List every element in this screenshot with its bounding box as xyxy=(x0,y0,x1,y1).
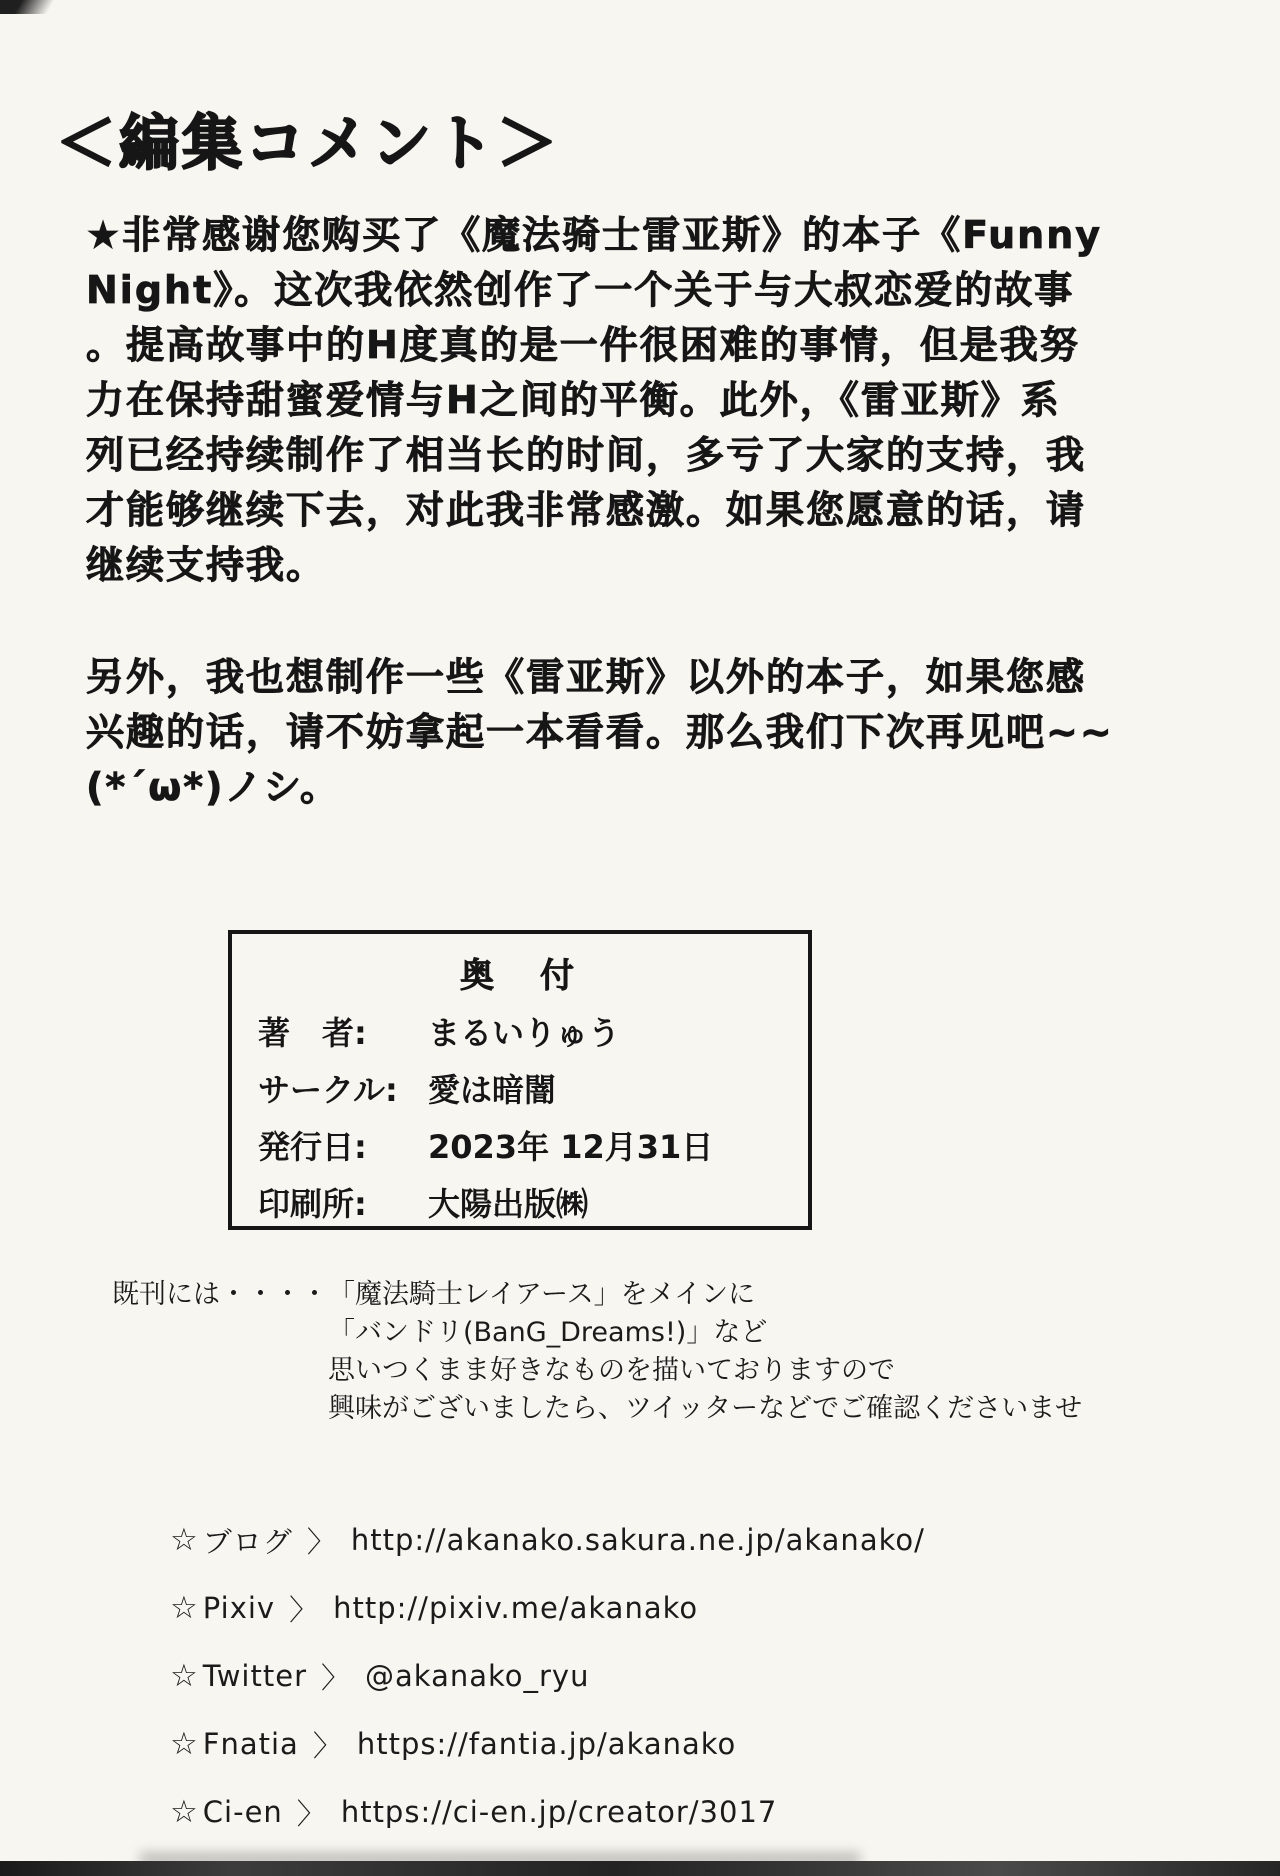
backlist-line: 思いつくまま好きなものを描いておりますので xyxy=(328,1355,895,1386)
link-row-fantia xyxy=(170,1710,925,1778)
paragraph-line: 才能够继续下去，对此我非常感激。如果您愿意的话，请 xyxy=(86,488,1087,532)
backlist-line: 「バンドリ(BanG_Dreams!)」など xyxy=(328,1317,768,1348)
star-icon: ☆ xyxy=(170,1522,199,1558)
link-url: http://pixiv.me/akanako xyxy=(333,1591,699,1625)
thanks-paragraph xyxy=(86,208,1102,593)
colophon-row-publish-date xyxy=(258,1119,808,1176)
colophon-label: 著 者: xyxy=(258,1014,367,1052)
colophon-value: 愛は暗闇 xyxy=(428,1071,557,1109)
backlist-lines xyxy=(328,1276,1082,1428)
backlist-line: 「魔法騎士レイアース」をメインに xyxy=(328,1279,756,1310)
colophon-label: 印刷所: xyxy=(258,1185,367,1223)
chevron-right-icon: 〉 xyxy=(306,1524,337,1559)
chevron-right-icon: 〉 xyxy=(289,1592,320,1627)
colophon-label: 発行日: xyxy=(258,1128,367,1166)
chevron-right-icon: 〉 xyxy=(312,1728,343,1763)
paragraph-line: 兴趣的话，请不妨拿起一本看看。那么我们下次再见吧~~ xyxy=(86,710,1114,754)
colophon-label: サークル: xyxy=(258,1071,398,1109)
link-label: Twitter xyxy=(202,1659,307,1693)
link-url: http://akanako.sakura.ne.jp/akanako/ xyxy=(350,1523,925,1557)
link-label: ブログ xyxy=(202,1524,293,1559)
paragraph-line: ★非常感谢您购买了《魔法骑士雷亚斯》的本子《Funny xyxy=(86,213,1103,257)
colophon-row-circle xyxy=(258,1062,808,1119)
link-row-pixiv xyxy=(170,1574,925,1642)
link-url: https://fantia.jp/akanako xyxy=(356,1727,737,1761)
colophon-rows xyxy=(232,1005,808,1233)
colophon-row-printer xyxy=(258,1176,808,1233)
link-row-twitter xyxy=(170,1642,925,1710)
star-icon: ☆ xyxy=(170,1658,199,1694)
star-icon: ☆ xyxy=(170,1726,199,1762)
scan-artifact-top-left xyxy=(0,0,80,14)
page-title: ＜編集コメント＞ xyxy=(56,109,560,180)
link-url: @akanako_ryu xyxy=(365,1659,590,1693)
backlist-note xyxy=(112,1276,1082,1428)
paragraph-line: 列已经持续制作了相当长的时间，多亏了大家的支持，我 xyxy=(86,433,1087,477)
closing-paragraph xyxy=(86,650,1114,815)
scan-artifact-bottom-edge xyxy=(0,1861,1280,1876)
paragraph-line: (*´ω*)ノシ。 xyxy=(86,765,340,809)
backlist-line: 興味がございましたら、ツイッターなどでご確認くださいませ xyxy=(328,1393,1083,1424)
colophon-value: 大陽出版㈱ xyxy=(428,1185,589,1223)
colophon-value: 2023年 12月31日 xyxy=(428,1128,714,1166)
link-row-ci-en xyxy=(170,1778,925,1846)
link-row-blog xyxy=(170,1506,925,1574)
paragraph-line: 。提高故事中的H度真的是一件很困难的事情，但是我努 xyxy=(86,323,1080,367)
link-label: Pixiv xyxy=(202,1591,276,1625)
paragraph-line: Night》。这次我依然创作了一个关于与大叔恋爱的故事 xyxy=(86,268,1075,312)
chevron-right-icon: 〉 xyxy=(321,1660,352,1695)
paragraph-line: 力在保持甜蜜爱情与H之间的平衡。此外，《雷亚斯》系 xyxy=(86,378,1061,422)
paragraph-line: 另外，我也想制作一些《雷亚斯》以外的本子，如果您感 xyxy=(86,655,1087,699)
colophon-value: まるいりゅう xyxy=(428,1014,621,1052)
star-icon: ☆ xyxy=(170,1794,199,1830)
colophon-row-author xyxy=(258,1005,808,1062)
star-icon: ☆ xyxy=(170,1590,199,1626)
paragraph-line: 继续支持我。 xyxy=(86,543,327,587)
colophon-title: 奥 付 xyxy=(460,956,580,996)
link-url: https://ci-en.jp/creator/3017 xyxy=(340,1795,778,1829)
link-label: Ci-en xyxy=(202,1795,283,1829)
link-label: Fnatia xyxy=(202,1727,299,1761)
backlist-label: 既刊には・・・・ xyxy=(112,1279,328,1310)
link-list xyxy=(170,1506,925,1846)
colophon-box xyxy=(228,930,812,1230)
chevron-right-icon: 〉 xyxy=(296,1796,327,1831)
